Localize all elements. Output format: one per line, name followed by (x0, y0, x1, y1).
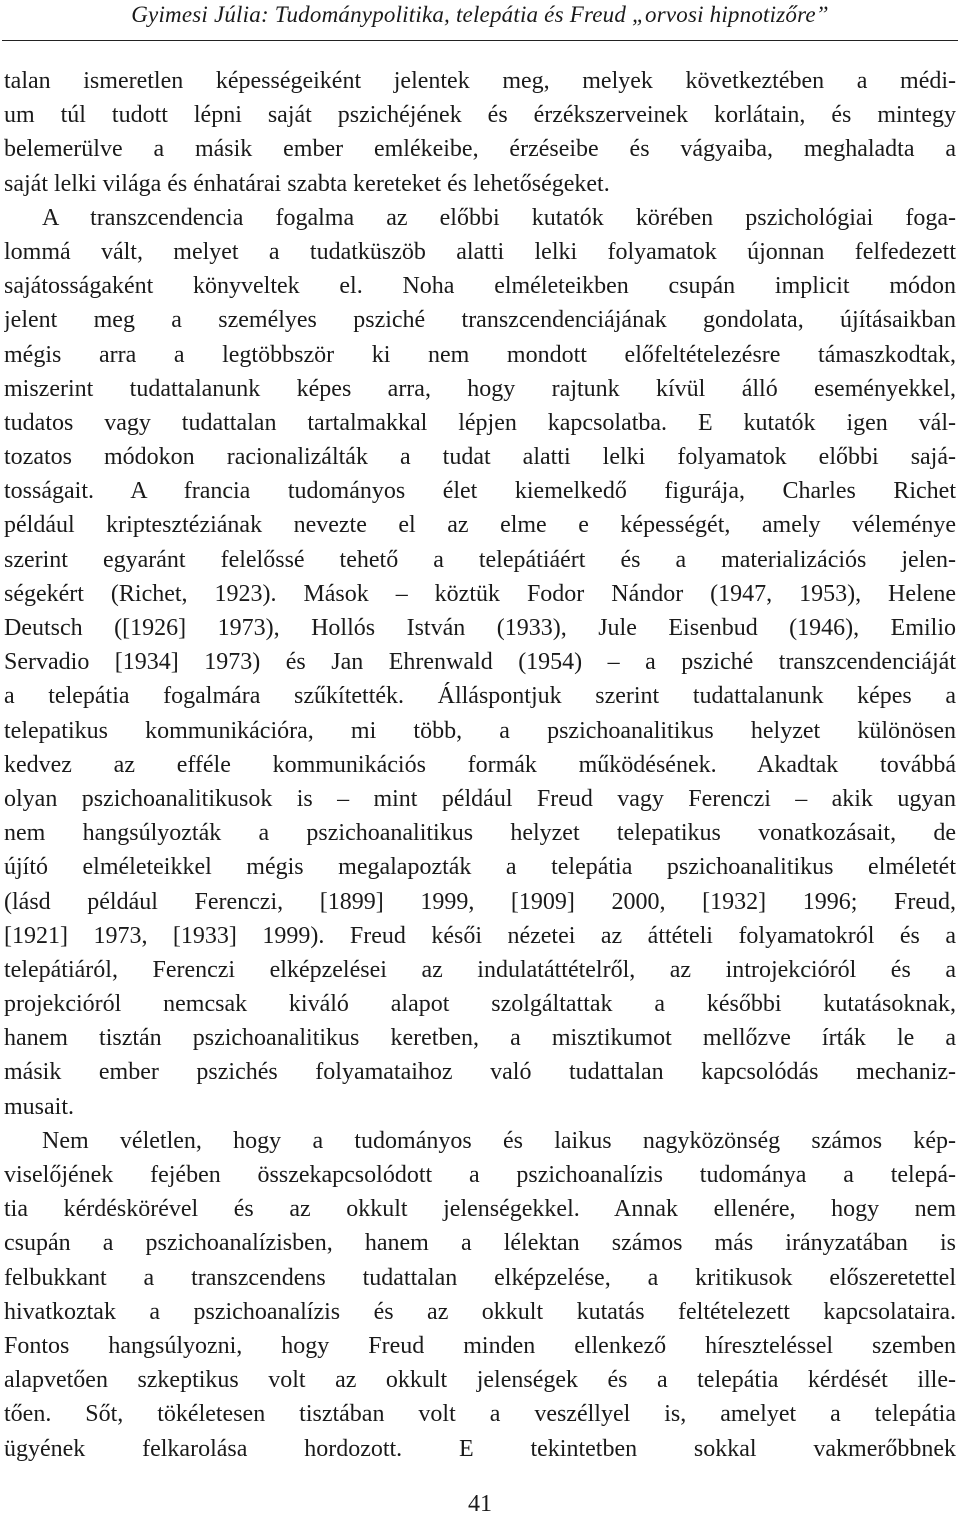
text-line: projekcióról nemcsak kiváló alapot szolgáltattak a későbbi kutatásoknak, (4, 991, 956, 1018)
text-line: um túl tudott lépni saját pszichéjének és érzékszerveinek korlátain, és mintegy (4, 102, 956, 129)
text-line: [1921] 1973, [1933] 1999). Freud késői nézetei az áttételi folyamatokról és a (4, 922, 956, 949)
body-text (4, 64, 956, 1466)
text-line: újító elméleteikkel mégis megalapozták a telepátia pszichoanalitikus elméletét (4, 854, 956, 881)
text-line: saját lelki világa és énhatárai szabta kereteket és lehetőségeket. (4, 170, 610, 197)
text-line: tudatos vagy tudattalan tartalmakkal lépjen kapcsolatba. E kutatók igen vál- (4, 409, 956, 436)
text-line: másik ember pszichés folyamataihoz való tudattalan kapcsolódás mechaniz- (4, 1059, 956, 1086)
text-line: Servadio [1934] 1973) és Jan Ehrenwald (1954) – a psziché transzcendenciáját (4, 649, 956, 676)
text-line: nem hangsúlyozták a pszichoanalitikus helyzet telepatikus vonatkozásait, de (4, 820, 956, 847)
text-line: telepátiáról, Ferenczi elképzelései az indulatáttételről, az introjekcióról és a (4, 956, 956, 983)
text-line: kedvez az efféle kommunikációs formák működésének. Akadtak továbbá (4, 751, 956, 778)
header-rule (2, 40, 958, 41)
text-line: tően. Sőt, tökéletesen tisztában volt a veszéllyel is, amelyet a telepátia (4, 1401, 956, 1428)
text-line: hivatkoztak a pszichoanalízis és az okkult kutatás feltételezett kapcsolataira. (4, 1298, 956, 1325)
text-line: viselőjének fejében összekapcsolódott a pszichoanalízis tudománya a telepá- (4, 1162, 956, 1188)
text-line: sajátosságaként könyveltek el. Noha elméleteikben csupán implicit módon (4, 273, 956, 300)
text-line: A transzcendencia fogalma az előbbi kutatók körében pszichológiai foga- (42, 204, 956, 231)
text-line: (lásd például Ferenczi, [1899] 1999, [1909] 2000, [1932] 1996; Freud, (4, 888, 956, 915)
text-line: szerint egyaránt felelőssé tehető a telepátiáért és a materializációs jelen- (4, 546, 956, 573)
text-line: telepatikus kommunikációra, mi több, a pszichoanalitikus helyzet különösen (4, 717, 956, 744)
text-line: musait. (4, 1093, 74, 1120)
text-line: Deutsch ([1926] 1973), Hollós István (1933), Jule Eisenbud (1946), Emilio (4, 615, 956, 641)
text-line: csupán a pszichoanalízisben, hanem a lélektan számos más irányzatában is (4, 1230, 956, 1257)
text-line: felbukkant a transzcendens tudattalan elképzelése, a kritikusok előszeretettel (4, 1264, 956, 1291)
page-number: 41 (468, 1491, 492, 1517)
text-line: belemerülve a másik ember emlékeibe, érzéseibe és vágyaiba, meghaladta a (4, 136, 956, 163)
text-line: mégis arra a legtöbbször ki nem mondott előfeltételezésre támaszkodtak, (4, 341, 956, 368)
text-line: a telepátia fogalmára szűkítették. Álláspontjuk szerint tudattalanunk képes a (4, 683, 956, 710)
text-line: például kriptesztéziának nevezte el az elme e képességét, amely véleménye (4, 512, 956, 539)
text-line: alapvetően szkeptikus volt az okkult jelenségek és a telepátia kérdését ille- (4, 1367, 956, 1394)
text-line: tia kérdéskörével és az okkult jelenségekkel. Annak ellenére, hogy nem (4, 1196, 956, 1223)
text-line: ügyének felkarolása hordozott. E tekintetben sokkal vakmerőbbnek (4, 1435, 956, 1462)
text-line: talan ismeretlen képességeiként jelentek meg, melyek következtében a médi- (4, 68, 956, 94)
text-line: Fontos hangsúlyozni, hogy Freud minden ellenkező híreszteléssel szemben (4, 1332, 956, 1359)
text-line: tozatos módokon racionalizálták a tudat alatti lelki folyamatok előbbi sajá- (4, 444, 956, 471)
text-line: Nem véletlen, hogy a tudományos és laikus nagyközönség számos kép- (42, 1127, 956, 1154)
text-line: ségekért (Richet, 1923). Mások – köztük Fodor Nándor (1947, 1953), Helene (4, 580, 956, 607)
text-line: olyan pszichoanalitikusok is – mint például Freud vagy Ferenczi – akik ugyan (4, 785, 956, 812)
text-line: hanem tisztán pszichoanalitikus keretben, a misztikumot mellőzve írták le a (4, 1025, 956, 1052)
text-line: tosságait. A francia tudományos élet kiemelkedő figurája, Charles Richet (4, 478, 956, 505)
text-line: miszerint tudattalanunk képes arra, hogy rajtunk kívül álló eseményekkel, (4, 375, 956, 402)
text-line: lommá vált, melyet a tudatküszöb alatti lelki folyamatok újonnan felfedezett (4, 238, 956, 265)
text-line: jelent meg a személyes psziché transzcendenciájának gondolata, újításaikban (4, 307, 956, 334)
running-header: Gyimesi Júlia: Tudománypolitika, telepátia és Freud „orvosi hipnotizőre” (131, 2, 829, 27)
